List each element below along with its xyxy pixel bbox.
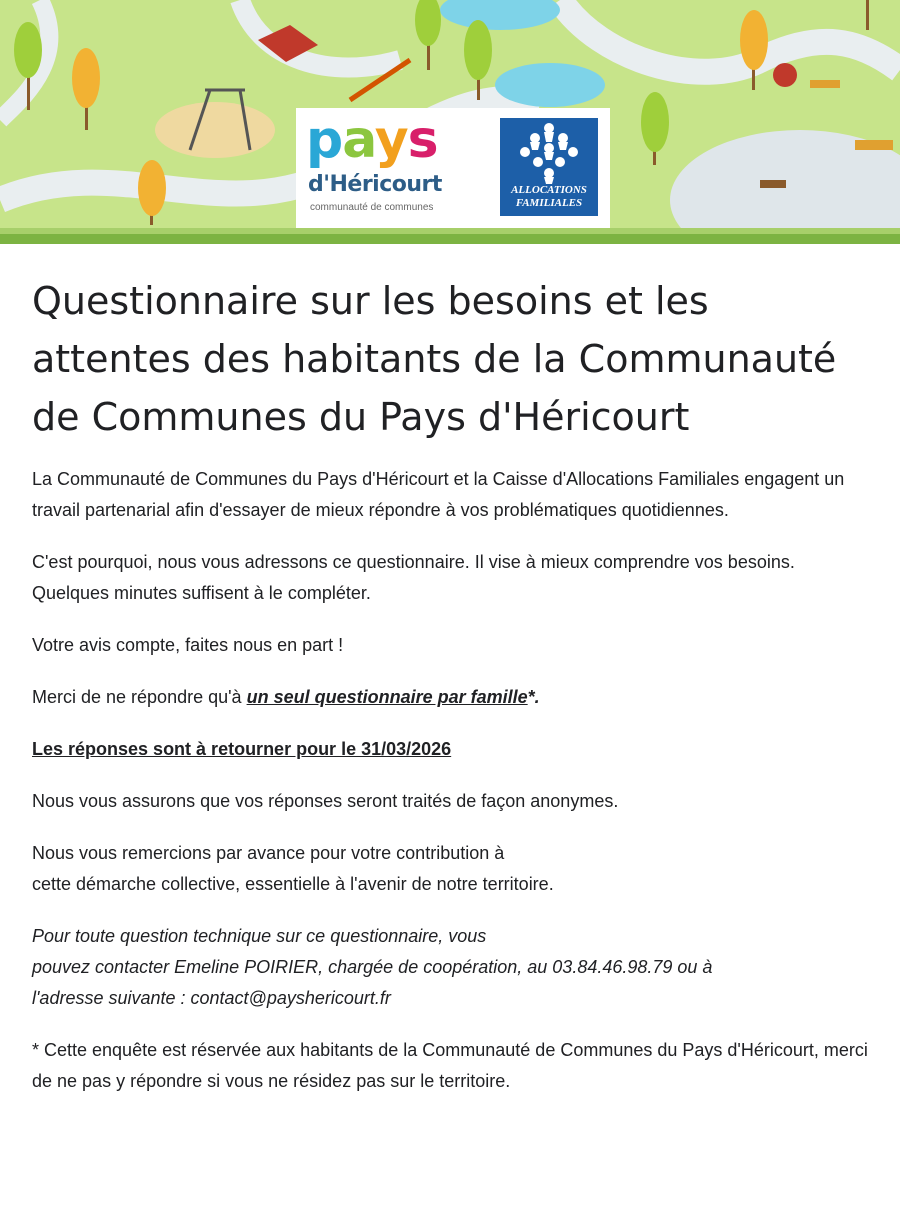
contact-line-2: pouvez contacter Emeline POIRIER, chargée de coopération, au 03.84.46.98.79 ou à bbox=[32, 957, 713, 977]
hericourt-logo-text: d'Héricourt bbox=[308, 172, 442, 197]
thanks-line-1: Nous vous remercions par avance pour votre contribution à bbox=[32, 843, 505, 863]
header-banner bbox=[0, 0, 900, 244]
one-per-family-prefix: Merci de ne répondre qu'à bbox=[32, 687, 247, 707]
thanks-line-2: cette démarche collective, essentielle à l'avenir de notre territoire. bbox=[32, 874, 554, 894]
caf-line1: ALLOCATIONS bbox=[511, 184, 587, 196]
form-title: Questionnaire sur les besoins et les attentes des habitants de la Communauté de Communes du Pays d'Héricourt bbox=[32, 279, 837, 439]
contact-paragraph bbox=[32, 921, 868, 1014]
deadline-notice: Les réponses sont à retourner pour le 31/03/2026 bbox=[32, 739, 452, 759]
purpose-paragraph: C'est pourquoi, nous vous adressons ce questionnaire. Il vise à mieux comprendre vos besoins. Quelques minutes suffisent à le compléter. bbox=[32, 552, 795, 603]
caf-line2: FAMILIALES bbox=[515, 197, 583, 209]
opinion-paragraph: Votre avis compte, faites nous en part ! bbox=[32, 635, 344, 655]
logos-panel bbox=[296, 108, 610, 228]
caf-logo bbox=[500, 118, 598, 216]
caf-figures-icon bbox=[500, 118, 598, 188]
intro-paragraph: La Communauté de Communes du Pays d'Héricourt et la Caisse d'Allocations Familiales engagent un travail partenarial afin d'essayer de mieux répondre à vos problématiques quotidiennes. bbox=[32, 469, 845, 520]
one-per-family-emphasis: un seul questionnaire par famille bbox=[246, 687, 528, 707]
pays-logo-text: pays bbox=[306, 110, 438, 170]
contact-line-1: Pour toute question technique sur ce questionnaire, vous bbox=[32, 926, 487, 946]
cc-logo-subtitle: communauté de communes bbox=[310, 202, 434, 213]
contact-line-3: l'adresse suivante : contact@payshericourt.fr bbox=[32, 988, 391, 1008]
thanks-paragraph bbox=[32, 838, 868, 900]
one-per-family-suffix: *. bbox=[527, 687, 540, 707]
form-description bbox=[0, 272, 900, 1097]
header-divider bbox=[0, 228, 900, 244]
footnote-paragraph: * Cette enquête est réservée aux habitants de la Communauté de Communes du Pays d'Héricourt, merci de ne pas y répondre si vous ne résidez pas sur le territoire. bbox=[32, 1040, 868, 1091]
one-per-family-paragraph bbox=[32, 682, 868, 713]
anonymity-paragraph: Nous vous assurons que vos réponses seront traités de façon anonymes. bbox=[32, 791, 619, 811]
